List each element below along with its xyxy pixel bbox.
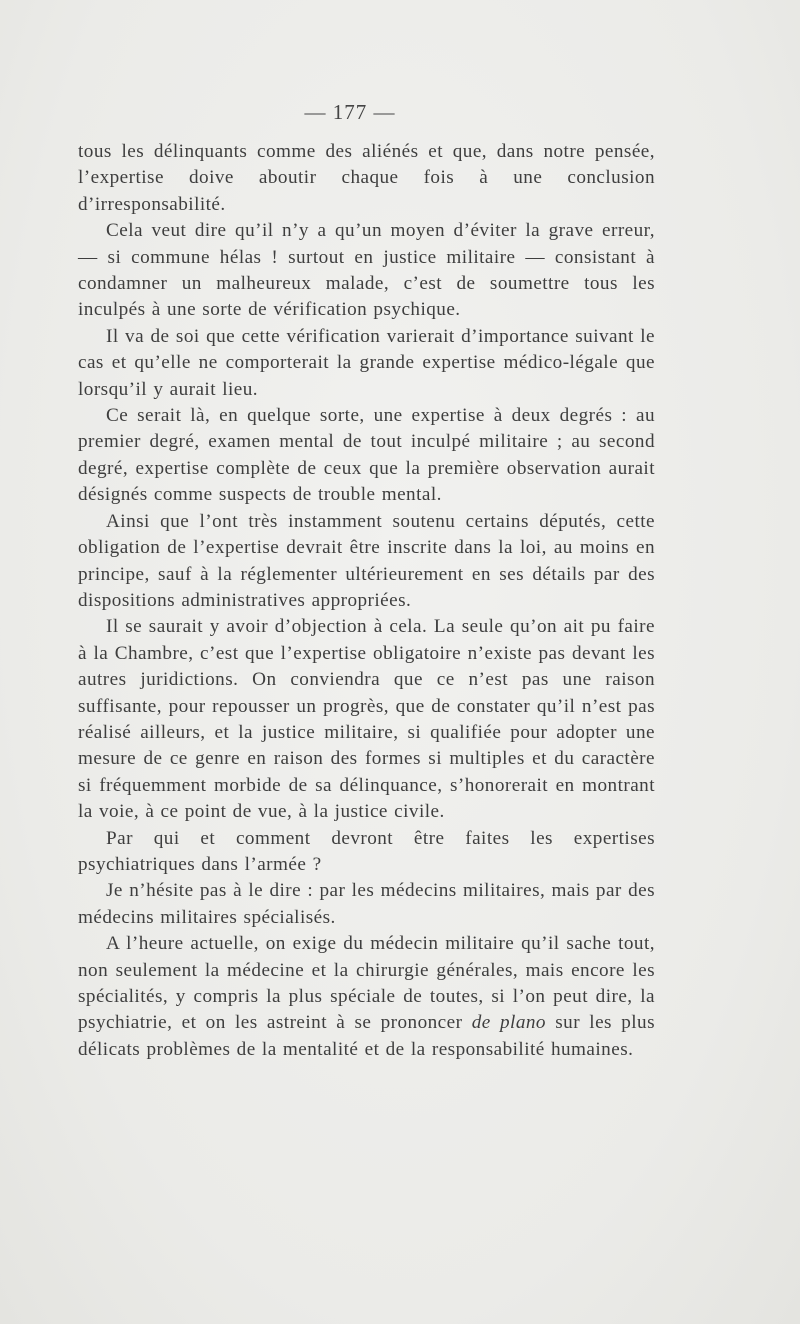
page-number: — 177 — xyxy=(304,100,396,124)
paragraph-9 xyxy=(78,931,655,1063)
paragraph-9-text-start: A l’heure actuelle, on exige du médecin militaire qu’il sache tout, non seulement la médecine et la chirurgie générales, mais encore les spécialités, y compris la plus spéciale de toutes, si l’on peut dire, la psychiatrie, et on les astreint à se prononcer xyxy=(78,933,655,1034)
paragraph-3: Il va de soi que cette vérification varierait d’importance suivant le cas et qu’elle ne comporterait la grande expertise médico-légale que lorsqu’il y aurait lieu. xyxy=(78,325,655,400)
latin-phrase: de plano xyxy=(471,1012,546,1034)
body-text xyxy=(78,139,655,1063)
paragraph-2: Cela veut dire qu’il n’y a qu’un moyen d’éviter la grave erreur, — si commune hélas ! surtout en justice militaire — consistant à condamner un malheureux malade, c’est de soumettre tous les inculpés à une sorte de vérification psychique. xyxy=(78,220,655,321)
paragraph-6: Il se saurait y avoir d’objection à cela. La seule qu’on ait pu faire à la Chambre, c’est que l’expertise obligatoire n’existe pas devant les autres juridictions. On conviendra que ce n’est pas une raison suffisante, pour repousser un progrès, que de constater qu’il n’est pas réalisé ailleurs, et la justice militaire, si qualifiée pour adopter une mesure de ce genre en raison des formes si multiples et du caractère si fréquemment morbide de sa délinquance, s’honorerait en montrant la voie, à ce point de vue, à la justice civile. xyxy=(78,616,655,823)
paragraph-1: tous les délinquants comme des aliénés et que, dans notre pensée, l’expertise doive aboutir chaque fois à une conclusion d’irresponsabilité. xyxy=(78,141,655,215)
paragraph-7: Par qui et comment devront être faites les expertises psychiatriques dans l’armée ? xyxy=(78,827,655,875)
paragraph-4: Ce serait là, en quelque sorte, une expertise à deux degrés : au premier degré, examen mental de tout inculpé militaire ; au second degré, expertise complète de ceux que la première observation aurait désignés comme suspects de trouble mental. xyxy=(78,405,655,506)
paragraph-8: Je n’hésite pas à le dire : par les médecins militaires, mais par des médecins militaires spécialisés. xyxy=(78,880,655,928)
paragraph-9-text-end: sur les plus délicats problèmes de la mentalité et de la responsabilité humaines. xyxy=(78,1012,656,1060)
paragraph-5: Ainsi que l’ont très instamment soutenu certains députés, cette obligation de l’expertise devrait être inscrite dans la loi, au moins en principe, sauf à la réglementer ultérieurement en ses détails par des dispositions administratives appropriées. xyxy=(78,510,655,611)
